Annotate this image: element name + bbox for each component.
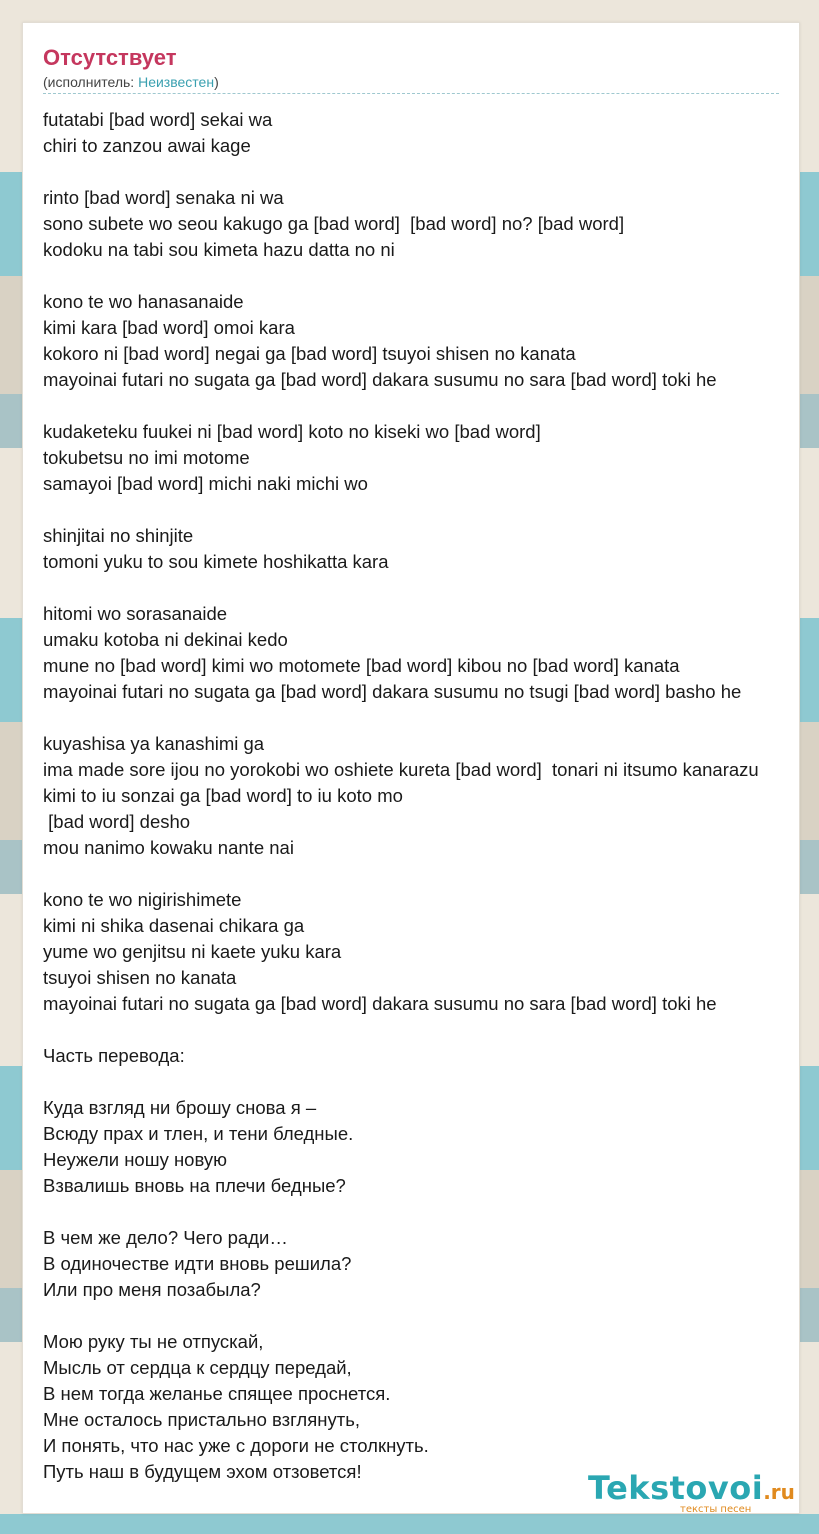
lyric-line: Взвалишь вновь на плечи бедные? xyxy=(43,1175,346,1196)
lyric-line xyxy=(43,705,819,731)
lyric-line: hitomi wo sorasanaide xyxy=(43,603,228,624)
lyric-line: В нем тогда желанье спящее проснется. xyxy=(43,1383,391,1404)
lyric-line xyxy=(43,1017,819,1043)
lyric-line: mayoinai futari no sugata ga [bad word] dakara susumu no sara [bad word] toki he xyxy=(43,369,717,390)
lyric-line: Неужели ношу новую xyxy=(43,1149,228,1170)
logo-domain-suffix: .ru xyxy=(763,1480,795,1504)
lyric-line xyxy=(43,159,819,185)
lyric-line: tomoni yuku to sou kimete hoshikatta kara xyxy=(43,551,389,572)
lyric-line: В чем же дело? Чего ради… xyxy=(43,1227,288,1248)
lyric-line: mune no [bad word] kimi wo motomete [bad word] kibou no [bad word] kanata xyxy=(43,655,680,676)
lyric-line xyxy=(43,497,819,523)
lyric-line xyxy=(43,263,819,289)
lyric-line: kimi to iu sonzai ga [bad word] to iu koto mo xyxy=(43,785,403,806)
song-title: Отсутствует xyxy=(43,45,177,70)
lyric-line: kono te wo hanasanaide xyxy=(43,291,244,312)
artist-prefix: (исполнитель: xyxy=(43,74,139,90)
lyric-line: kimi ni shika dasenai chikara ga xyxy=(43,915,305,936)
lyric-line: tsuyoi shisen no kanata xyxy=(43,967,237,988)
lyric-line xyxy=(43,861,819,887)
lyric-line: kudaketeku fuukei ni [bad word] koto no kiseki wo [bad word] xyxy=(43,421,541,442)
lyric-line: Или про меня позабыла? xyxy=(43,1279,261,1300)
lyric-line: В одиночестве идти вновь решила? xyxy=(43,1253,352,1274)
lyric-line: futatabi [bad word] sekai wa xyxy=(43,109,273,130)
lyric-line: Путь наш в будущем эхом отзовется! xyxy=(43,1461,362,1482)
lyric-line xyxy=(43,1199,819,1225)
lyric-line: umaku kotoba ni dekinai kedo xyxy=(43,629,288,650)
lyric-line: И понять, что нас уже с дороги не столкнуть. xyxy=(43,1435,429,1456)
lyric-line: Мою руку ты не отпускай, xyxy=(43,1331,264,1352)
lyric-line: [bad word] desho xyxy=(43,811,191,832)
lyrics-card xyxy=(22,22,800,1514)
lyric-line: Всюду прах и тлен, и тени бледные. xyxy=(43,1123,354,1144)
site-logo[interactable] xyxy=(588,1469,798,1515)
lyric-line: Часть перевода: xyxy=(43,1045,185,1066)
lyric-line: kokoro ni [bad word] negai ga [bad word] tsuyoi shisen no kanata xyxy=(43,343,576,364)
lyrics-text xyxy=(43,107,819,1485)
lyric-line: Мысль от сердца к сердцу передай, xyxy=(43,1357,352,1378)
background-stripe xyxy=(0,1514,819,1534)
lyric-line: mayoinai futari no sugata ga [bad word] dakara susumu no sara [bad word] toki he xyxy=(43,993,717,1014)
header-divider xyxy=(43,93,779,94)
lyric-line xyxy=(43,575,819,601)
lyric-line: mayoinai futari no sugata ga [bad word] dakara susumu no tsugi [bad word] basho he xyxy=(43,681,742,702)
lyric-line: kodoku na tabi sou kimeta hazu datta no ni xyxy=(43,239,395,260)
lyric-line xyxy=(43,1069,819,1095)
artist-link[interactable]: Неизвестен xyxy=(138,74,215,90)
lyric-line: mou nanimo kowaku nante nai xyxy=(43,837,294,858)
lyric-line: Куда взгляд ни брошу снова я – xyxy=(43,1097,317,1118)
lyric-line: chiri to zanzou awai kage xyxy=(43,135,251,156)
lyric-line: Мне осталось пристально взглянуть, xyxy=(43,1409,360,1430)
logo-main-text: Tekstovoi xyxy=(588,1469,764,1507)
artist-line xyxy=(43,73,779,91)
lyric-line: tokubetsu no imi motome xyxy=(43,447,250,468)
lyric-line xyxy=(43,393,819,419)
lyric-line: shinjitai no shinjite xyxy=(43,525,194,546)
lyric-line xyxy=(43,1303,819,1329)
lyric-line: kuyashisa ya kanashimi ga xyxy=(43,733,265,754)
lyric-line: samayoi [bad word] michi naki michi wo xyxy=(43,473,368,494)
lyric-line: kimi kara [bad word] omoi kara xyxy=(43,317,295,338)
artist-suffix: ) xyxy=(214,74,219,90)
lyric-line: kono te wo nigirishimete xyxy=(43,889,242,910)
lyric-line: yume wo genjitsu ni kaete yuku kara xyxy=(43,941,342,962)
lyric-line: sono subete wo seou kakugo ga [bad word] [bad word] no? [bad word] xyxy=(43,213,625,234)
logo-tagline: тексты песен xyxy=(680,1504,752,1515)
lyric-line: ima made sore ijou no yorokobi wo oshiete kureta [bad word] tonari ni itsumo kanarazu xyxy=(43,759,759,780)
lyric-line: rinto [bad word] senaka ni wa xyxy=(43,187,284,208)
song-header xyxy=(43,43,779,91)
